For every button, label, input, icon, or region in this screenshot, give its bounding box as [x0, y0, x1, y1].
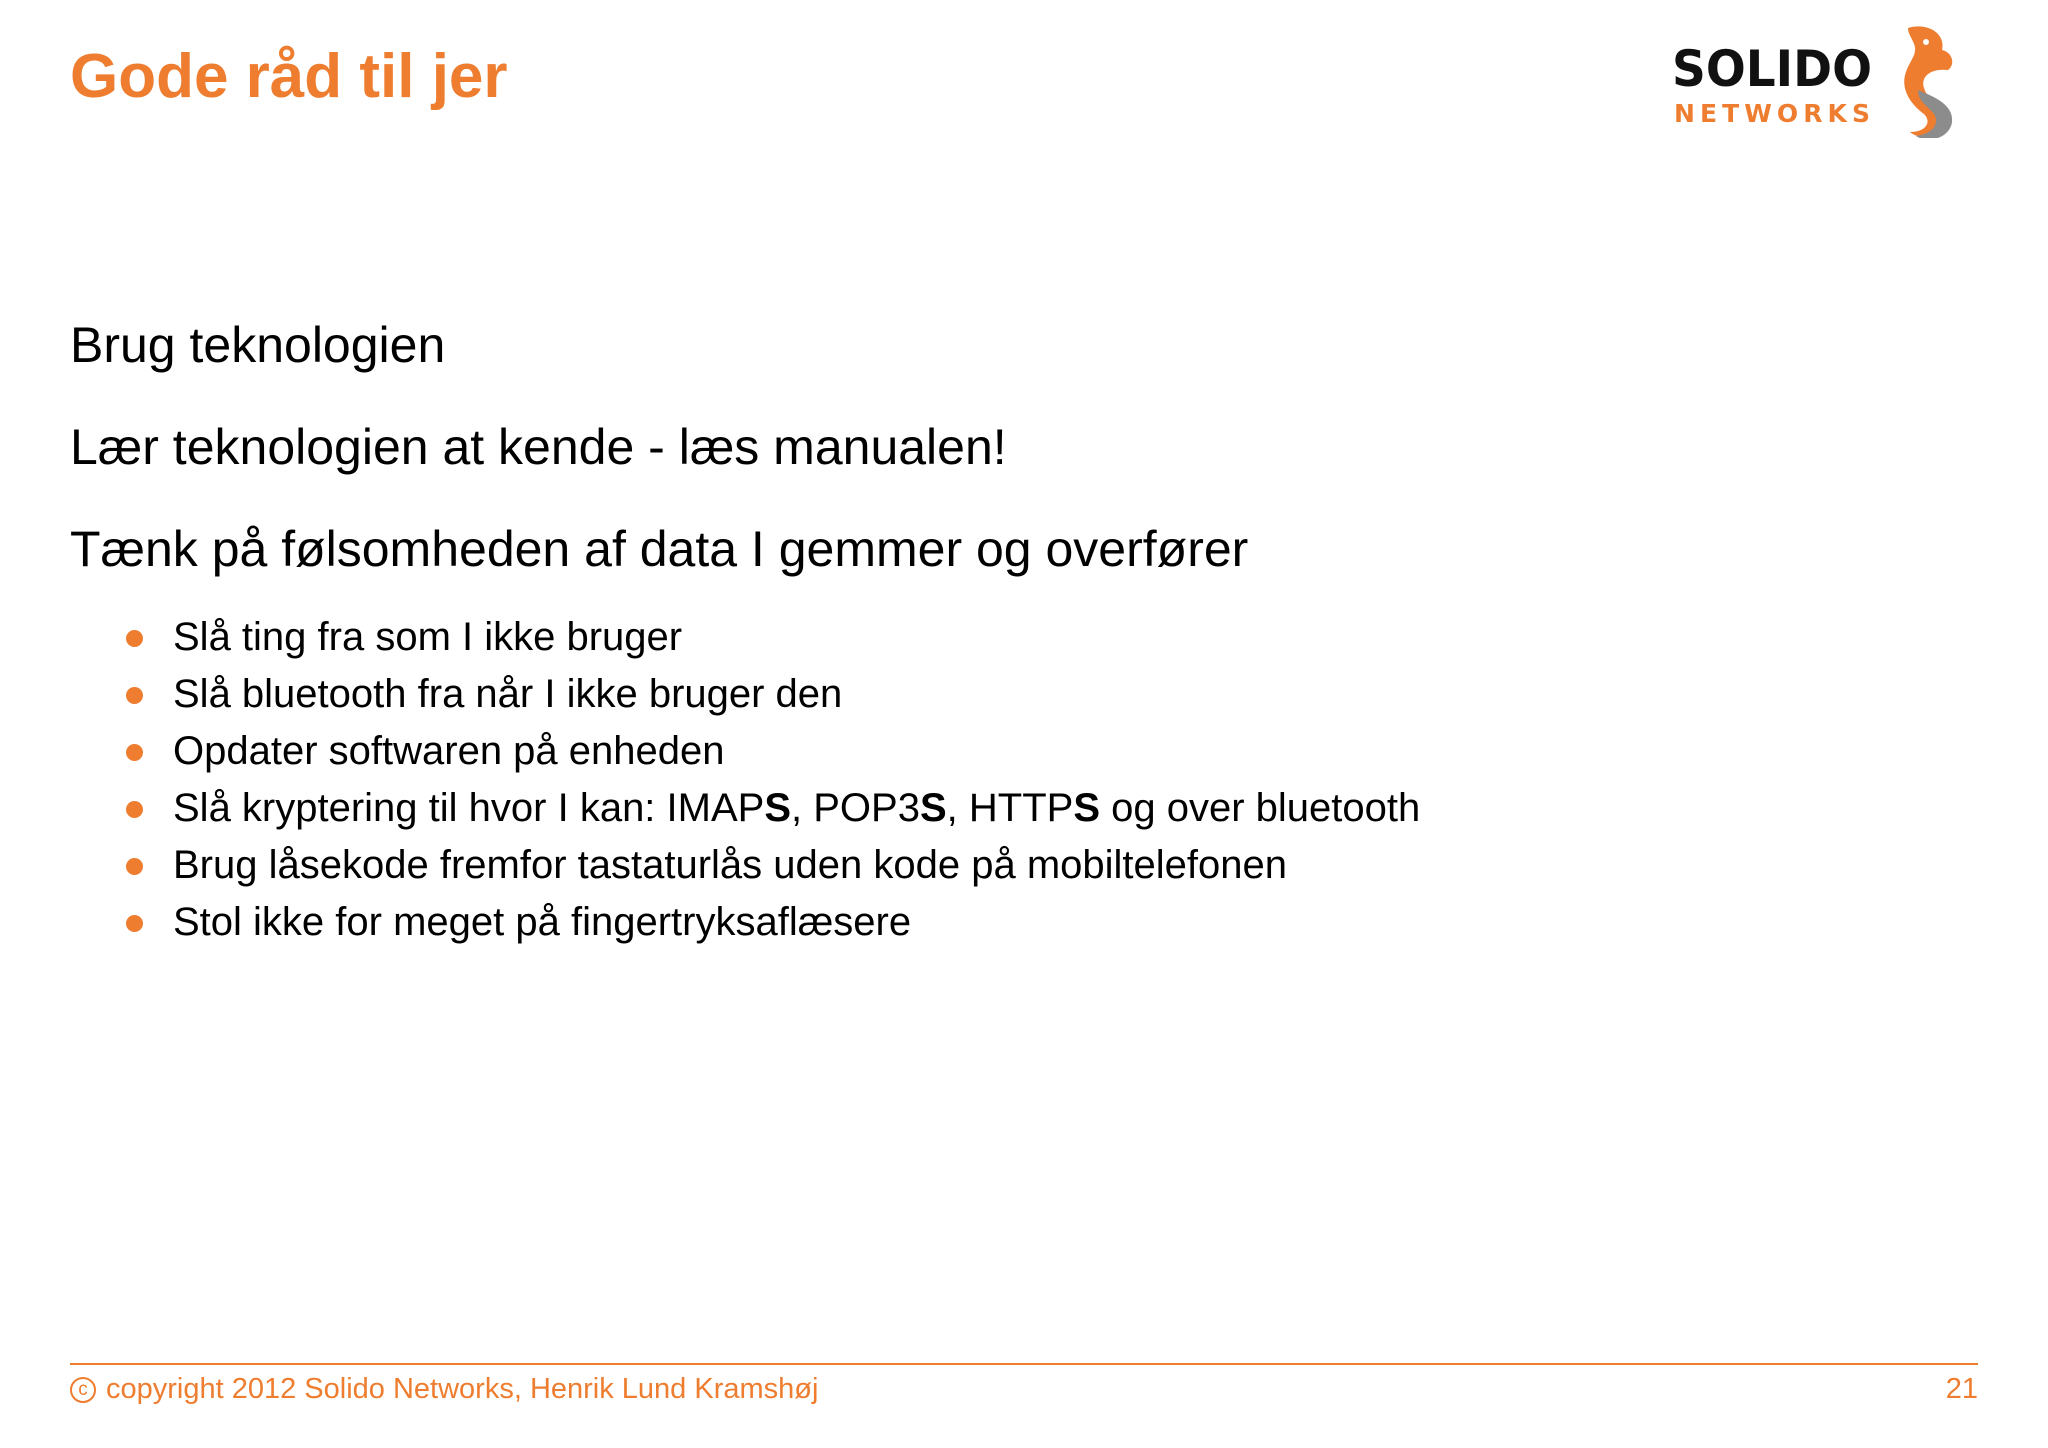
list-item-text: Opdater softwaren på enheden [173, 729, 725, 773]
logo-wordmark: SOLIDO [1672, 40, 1872, 98]
page-number: 21 [1945, 1373, 1978, 1405]
bullet-dot-icon [126, 801, 143, 818]
list-item [173, 613, 1970, 670]
list-item-text: Slå bluetooth fra når I ikke bruger den [173, 672, 843, 716]
copyright-icon: c [70, 1377, 96, 1403]
list-item [173, 898, 1970, 955]
bullet-dot-icon [126, 744, 143, 761]
seahorse-icon [1904, 26, 1952, 138]
encryption-mid-1: , POP3 [791, 786, 920, 830]
encryption-prefix: Slå kryptering til hvor I kan: IMAP [173, 786, 765, 830]
encryption-suffix: og over bluetooth [1100, 786, 1421, 830]
encryption-mid-2: , HTTP [946, 786, 1074, 830]
list-item [173, 784, 1970, 841]
encryption-pop3s-s: S [919, 786, 947, 830]
bullet-list [70, 613, 1970, 955]
list-item-text: Brug låsekode fremfor tastaturlås uden kode på mobiltelefonen [173, 843, 1288, 887]
encryption-imaps-s: S [764, 786, 792, 830]
paragraph-learn-technology: Lær teknologien at kende - læs manualen! [70, 419, 1007, 475]
slide-body [70, 315, 1970, 955]
copyright-text: copyright 2012 Solido Networks, Henrik Lund Kramshøj [106, 1373, 819, 1405]
paragraph-use-technology: Brug teknologien [70, 317, 446, 373]
solido-networks-logo [1670, 18, 1970, 138]
encryption-https-s: S [1073, 786, 1101, 830]
logo-tagline: NETWORKS [1674, 99, 1870, 128]
list-item [173, 841, 1970, 898]
footer-copyright [70, 1373, 818, 1406]
list-item [173, 727, 1970, 784]
list-item [173, 670, 1970, 727]
bullet-dot-icon [126, 858, 143, 875]
list-item-text: Stol ikke for meget på fingertryksaflæsere [173, 900, 912, 944]
slide-title: Gode råd til jer [70, 42, 508, 111]
bullet-dot-icon [126, 630, 143, 647]
bullet-dot-icon [126, 915, 143, 932]
bullet-dot-icon [126, 687, 143, 704]
footer-divider [70, 1363, 1978, 1365]
list-item-text: Slå ting fra som I ikke bruger [173, 615, 683, 659]
paragraph-data-sensitivity: Tænk på følsomheden af data I gemmer og overfører [70, 521, 1249, 577]
